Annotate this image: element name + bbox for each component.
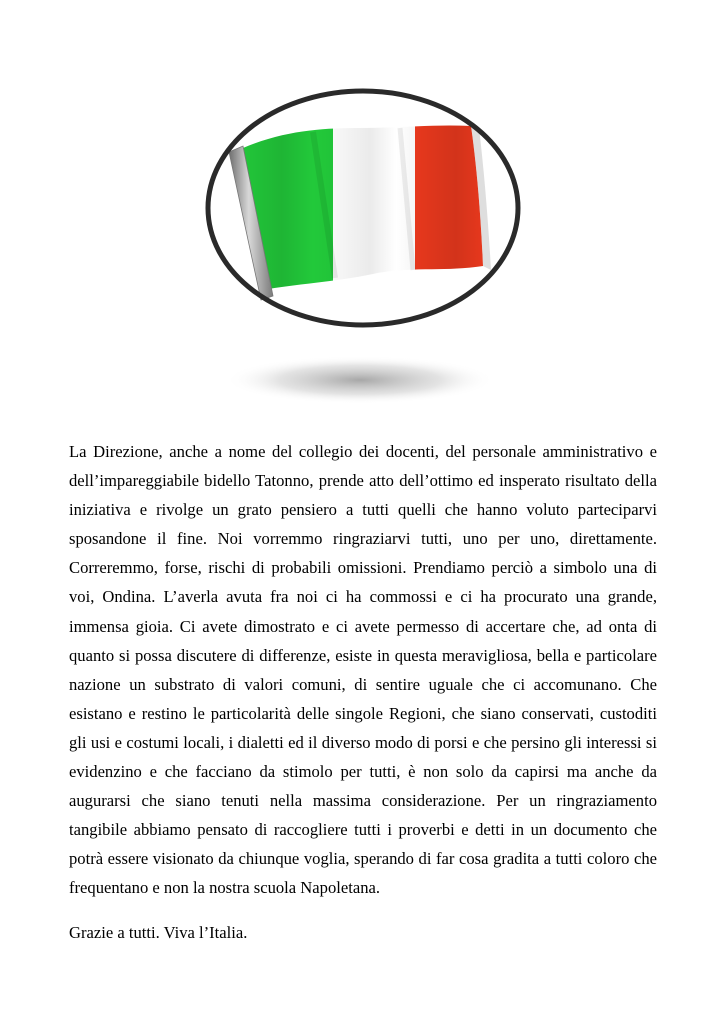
body-paragraph: La Direzione, anche a nome del collegio dei docenti, del personale amministrativo e dell’impareggiabile bidello Tatonno, prende atto dell’ottimo ed insperato risultato della iniziativa e rivolge un grato pensiero a tutti quelli che hanno voluto parteciparvi sposandone il fine. Noi vorremmo ringraziarvi tutti, uno per uno, direttamente. Correremmo, forse, rischi di probabili omissioni. Prendiamo perciò a simbolo una di voi, Ondina. L’averla avuta fra noi ci ha commossi e ci ha procurato una grande, immensa gioia. Ci avete dimostrato e ci avete permesso di accertare che, ad onta di quanto si possa discutere di differenze, esiste in questa meravigliosa, bella e particolare nazione un substrato di valori comuni, di sentire uguale che ci accomunano. Che esistano e restino le particolarità delle singole Regioni, che siano conservati, custoditi gli usi e costumi locali, i dialetti ed il diverso modo di porsi e che persino gli interessi si evidenzino e che facciano da stimolo per tutti, è non solo da capirsi ma anche da augurarsi che siano tenuti nella massima considerazione. Per un ringraziamento tangibile abbiamo pensato di raccogliere tutti i proverbi e detti in un documento che potrà essere visionato da chiunque voglia, sperando di far cosa gradita a tutti coloro che frequentano e non la nostra scuola Napoletana. [69,442,657,898]
body-paragraph-block [69,437,657,903]
flag-body [235,108,495,308]
italian-flag-icon [195,88,525,408]
closing-line: Grazie a tutti. Viva l’Italia. [69,923,248,942]
italian-flag-emblem [195,88,525,408]
emblem-shadow [225,356,495,404]
